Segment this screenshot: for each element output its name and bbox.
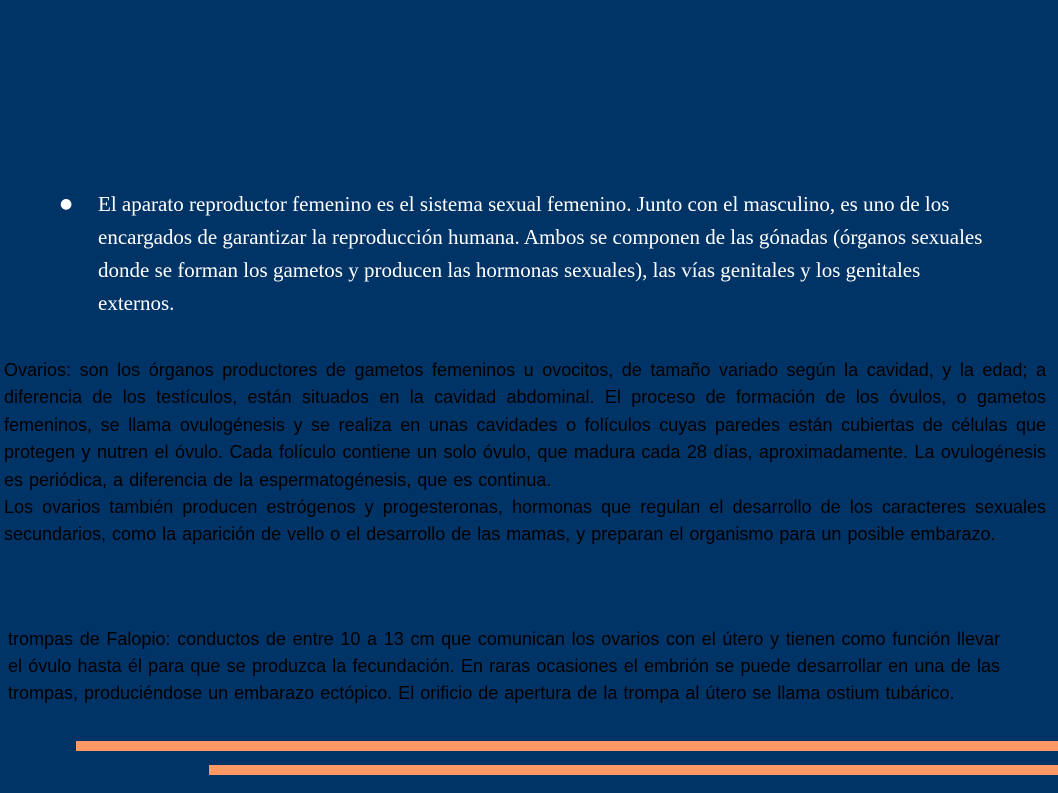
ovarios-section: [4, 357, 1046, 549]
trompas-paragraph: trompas de Falopio: conductos de entre 10 a 13 cm que comunican los ovarios con el útero y tienen como función llevar el óvulo hasta él para que se produzca la fecundación. En raras ocasiones el embrión se puede desarrollar en una de las trompas, produciéndose un embarazo ectópico. El orificio de apertura de la trompa al útero se llama ostium tubárico.: [8, 629, 1000, 703]
trompas-section: [8, 626, 1000, 707]
intro-text: El aparato reproductor femenino es el sistema sexual femenino. Junto con el masculino, es uno de los encargados de garantizar la reproducción humana. Ambos se componen de las gónadas (órganos sexuales donde se forman los gametos y producen las hormonas sexuales), las vías genitales y los genitales externos.: [98, 192, 983, 315]
accent-stripe-top: [76, 741, 1058, 751]
accent-stripe-bottom: [209, 765, 1058, 775]
ovarios-hormonas-paragraph: Los ovarios también producen estrógenos y progesteronas, hormonas que regulan el desarrollo de los caracteres sexuales secundarios, como la aparición de vello o el desarrollo de las mamas, y preparan el organismo para un posible embarazo.: [4, 497, 1046, 545]
ovarios-paragraph: Ovarios: son los órganos productores de gametos femeninos u ovocitos, de tamaño variado según la cavidad, y la edad; a diferencia de los testículos, están situados en la cavidad abdominal. El proceso de formación de los óvulos, o gametos femeninos, se llama ovulogénesis y se realiza en unas cavidades o folículos cuyas paredes están cubiertas de células que protegen y nutren el óvulo. Cada folículo contiene un solo óvulo, que madura cada 28 días, aproximadamente. La ovulogénesis es periódica, a diferencia de la espermatogénesis, que es continua.: [4, 360, 1046, 490]
bullet-marker: ●: [60, 196, 73, 212]
